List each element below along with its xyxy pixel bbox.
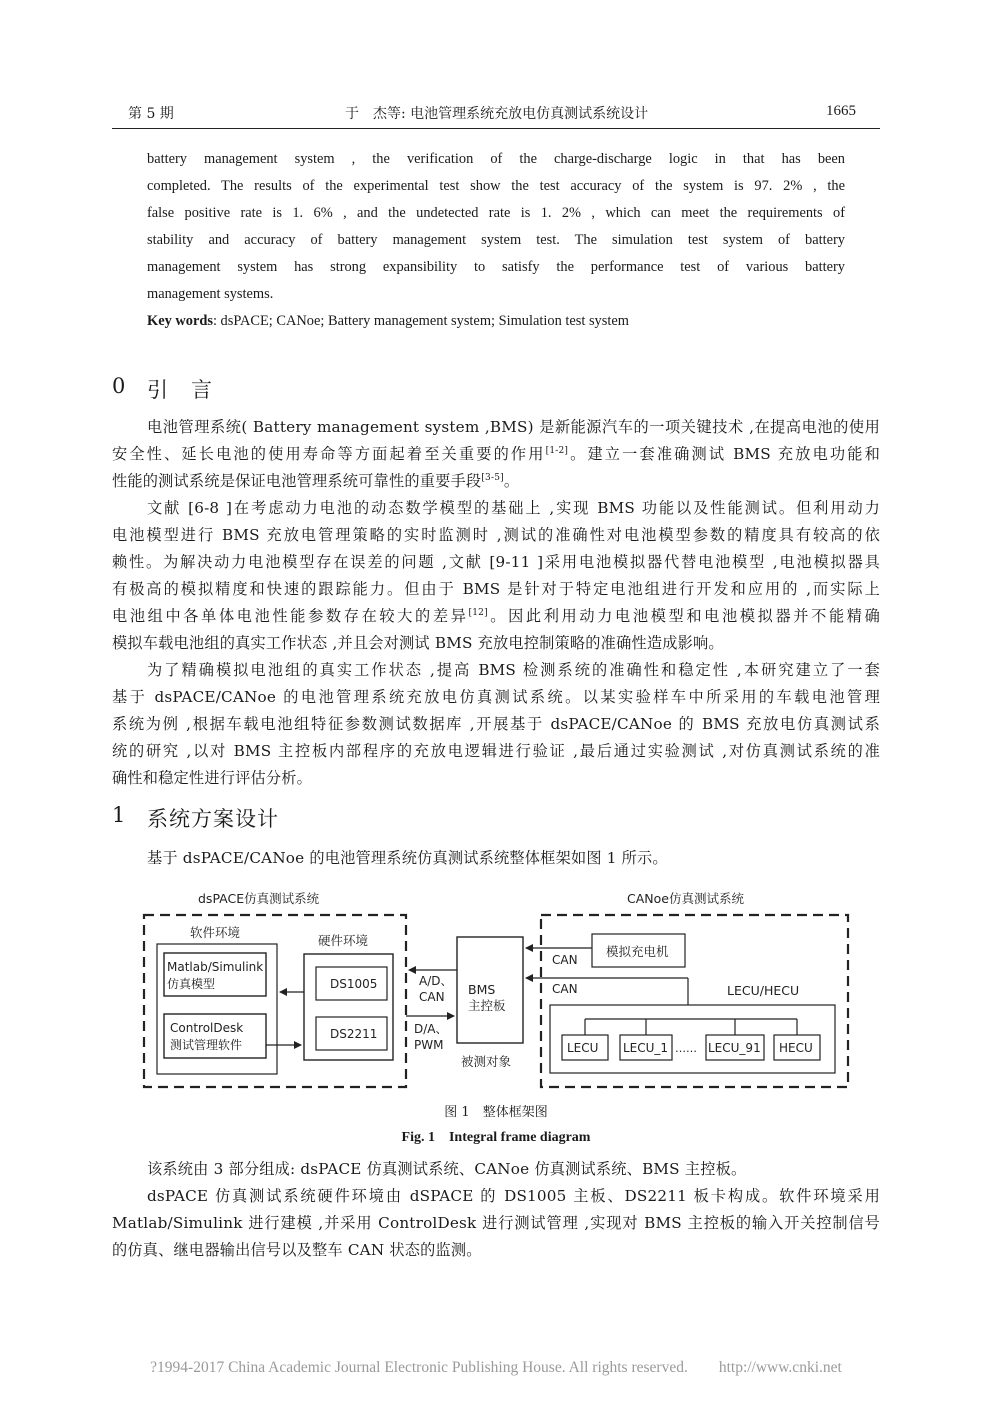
lecu-ellipsis: …… [675, 1042, 697, 1055]
section-1-title: 系统方案设计 [147, 807, 279, 831]
software-env-label: 软件环境 [190, 925, 241, 940]
abstract-line: management system has strong expansibility to satisfy the performance test of various battery [147, 259, 845, 275]
header-issue: 第 5 期 [128, 106, 174, 122]
copyright-footer: ?1994-2017 China Academic Journal Electronic Publishing House. All rights reserved. http://www.cnki.net [150, 1359, 842, 1376]
bms-label: BMS [468, 982, 496, 997]
body-text: 。建立一套准确测试 BMS 充放电功能和 [568, 445, 880, 463]
body-line: Matlab/Simulink 进行建模 ,并采用 ControlDesk 进行测试管理 ,实现对 BMS 主控板的输入开关控制信号 [112, 1214, 880, 1232]
citation: [12] [468, 607, 488, 618]
body-line: 电池管理系统( Battery management system ,BMS) 是新能源汽车的一项关键技术 ,在提高电池的使用 [147, 418, 880, 436]
charger-label: 模拟充电机 [606, 944, 669, 959]
bms-label-2: 主控板 [468, 998, 506, 1013]
header-page-number: 1665 [826, 103, 856, 119]
ds1005-label: DS1005 [330, 977, 378, 991]
body-line: 文献 [6-8 ]在考虑动力电池的动态数学模型的基础上 ,实现 BMS 功能以及性能测试。但利用动力 [147, 499, 880, 517]
can-label-top: CAN [552, 953, 578, 967]
body-line: 赖性。为解决动力电池模型存在误差的问题 ,文献 [9-11 ]采用电池模拟器代替电池模型 ,电池模拟器具 [112, 553, 880, 571]
citation: [1-2] [545, 445, 569, 456]
tested-object-label: 被测对象 [461, 1054, 512, 1069]
abstract-line: management systems. [147, 286, 274, 302]
controldesk-label-2: 测试管理软件 [170, 1038, 243, 1052]
canoe-group-label: CANoe仿真测试系统 [627, 891, 744, 906]
figure-caption-en: Fig. 1 Integral frame diagram [401, 1130, 591, 1145]
abstract-line: false positive rate is 1. 6% , and the undetected rate is 1. 2% , which can meet the requirements of [147, 205, 845, 221]
body-line: dsPACE 仿真测试系统硬件环境由 dSPACE 的 DS1005 主板、DS2211 板卡构成。软件环境采用 [147, 1187, 880, 1205]
body-text: 。因此利用动力电池模型和电池模拟器并不能精确 [487, 607, 880, 625]
figure-caption-cn: 图 1 整体框架图 [444, 1105, 548, 1120]
hardware-env-box [304, 954, 393, 1060]
header-title: 于 杰等: 电池管理系统充放电仿真测试系统设计 [345, 106, 649, 122]
body-text: 性能的测试系统是保证电池管理系统可靠性的重要手段 [112, 472, 482, 490]
section-0-title: 引 言 [147, 378, 213, 402]
lecu-hecu-box [550, 1005, 835, 1073]
pwm-label: PWM [414, 1038, 444, 1052]
lecu-91-label: LECU_91 [708, 1041, 761, 1055]
body-line: 的仿真、继电器输出信号以及整车 CAN 状态的监测。 [112, 1241, 482, 1259]
body-text: 。 [503, 472, 520, 490]
can-label-1: CAN [419, 990, 445, 1004]
hardware-env-label: 硬件环境 [318, 933, 369, 948]
abstract-line: stability and accuracy of battery management system test. The simulation test system of battery [147, 232, 845, 248]
matlab-label-2: 仿真模型 [167, 977, 216, 991]
body-line: 确性和稳定性进行评估分析。 [112, 769, 313, 787]
body-line: 系统为例 ,根据车载电池组特征参数测试数据库 ,开展基于 dsPACE/CANoe 的 BMS 充放电仿真测试系 [112, 715, 880, 733]
citation: [3-5] [481, 472, 504, 483]
body-line: 模拟车载电池组的真实工作状态 ,并且会对测试 BMS 充放电控制策略的准确性造成影响。 [112, 634, 724, 652]
abstract-line: battery management system , the verification of the charge-discharge logic in that has been [147, 151, 845, 167]
body-text: 安全性、延长电池的使用寿命等方面起着至关重要的作用 [112, 445, 546, 463]
body-line: 统的研究 ,以对 BMS 主控板内部程序的充放电逻辑进行验证 ,最后通过实验测试 ,对仿真测试系统的准 [112, 742, 880, 760]
canoe-group-border [541, 915, 848, 1087]
matlab-label: Matlab/Simulink [167, 960, 264, 974]
body-line: 该系统由 3 部分组成: dsPACE 仿真测试系统、CANoe 仿真测试系统、BMS 主控板。 [147, 1160, 747, 1178]
body-line: 为了精确模拟电池组的真实工作状态 ,提高 BMS 检测系统的准确性和稳定性 ,本研究建立了一套 [147, 661, 880, 679]
hecu-label: HECU [779, 1041, 813, 1055]
dspace-group-label: dsPACE仿真测试系统 [198, 891, 320, 906]
da-label: D/A、 [414, 1022, 448, 1036]
keywords-label: Key words [147, 313, 213, 329]
keywords-text: : dsPACE; CANoe; Battery management system; Simulation test system [212, 313, 629, 329]
ds2211-label: DS2211 [330, 1027, 378, 1041]
can-label-bottom: CAN [552, 982, 578, 996]
ad-label: A/D、 [419, 974, 453, 988]
body-line: 基于 dsPACE/CANoe 的电池管理系统仿真测试系统整体框架如图 1 所示。 [147, 849, 668, 867]
body-line: 基于 dsPACE/CANoe 的电池管理系统充放电仿真测试系统。以某实验样车中所采用的车载电池管理 [112, 688, 880, 706]
lecu-hecu-label: LECU/HECU [727, 983, 800, 998]
body-line: 有极高的模拟精度和快速的跟踪能力。但由于 BMS 是针对于特定电池组进行开发和应用的 ,而实际上 [112, 580, 880, 598]
section-0-number: 0 [112, 374, 127, 398]
section-1-number: 1 [112, 803, 127, 827]
body-text: 电池组中各单体电池性能参数存在较大的差异 [112, 607, 469, 625]
abstract-line: completed. The results of the experimental test show the test accuracy of the system is 97. 2% , the [147, 178, 845, 194]
lecu-1-label: LECU_1 [623, 1041, 669, 1055]
body-line: 电池模型进行 BMS 充放电管理策略的实时监测时 ,测试的准确性对电池模型参数的精度具有较高的依 [112, 526, 880, 544]
controldesk-label: ControlDesk [170, 1021, 244, 1035]
lecu-label: LECU [567, 1041, 599, 1055]
